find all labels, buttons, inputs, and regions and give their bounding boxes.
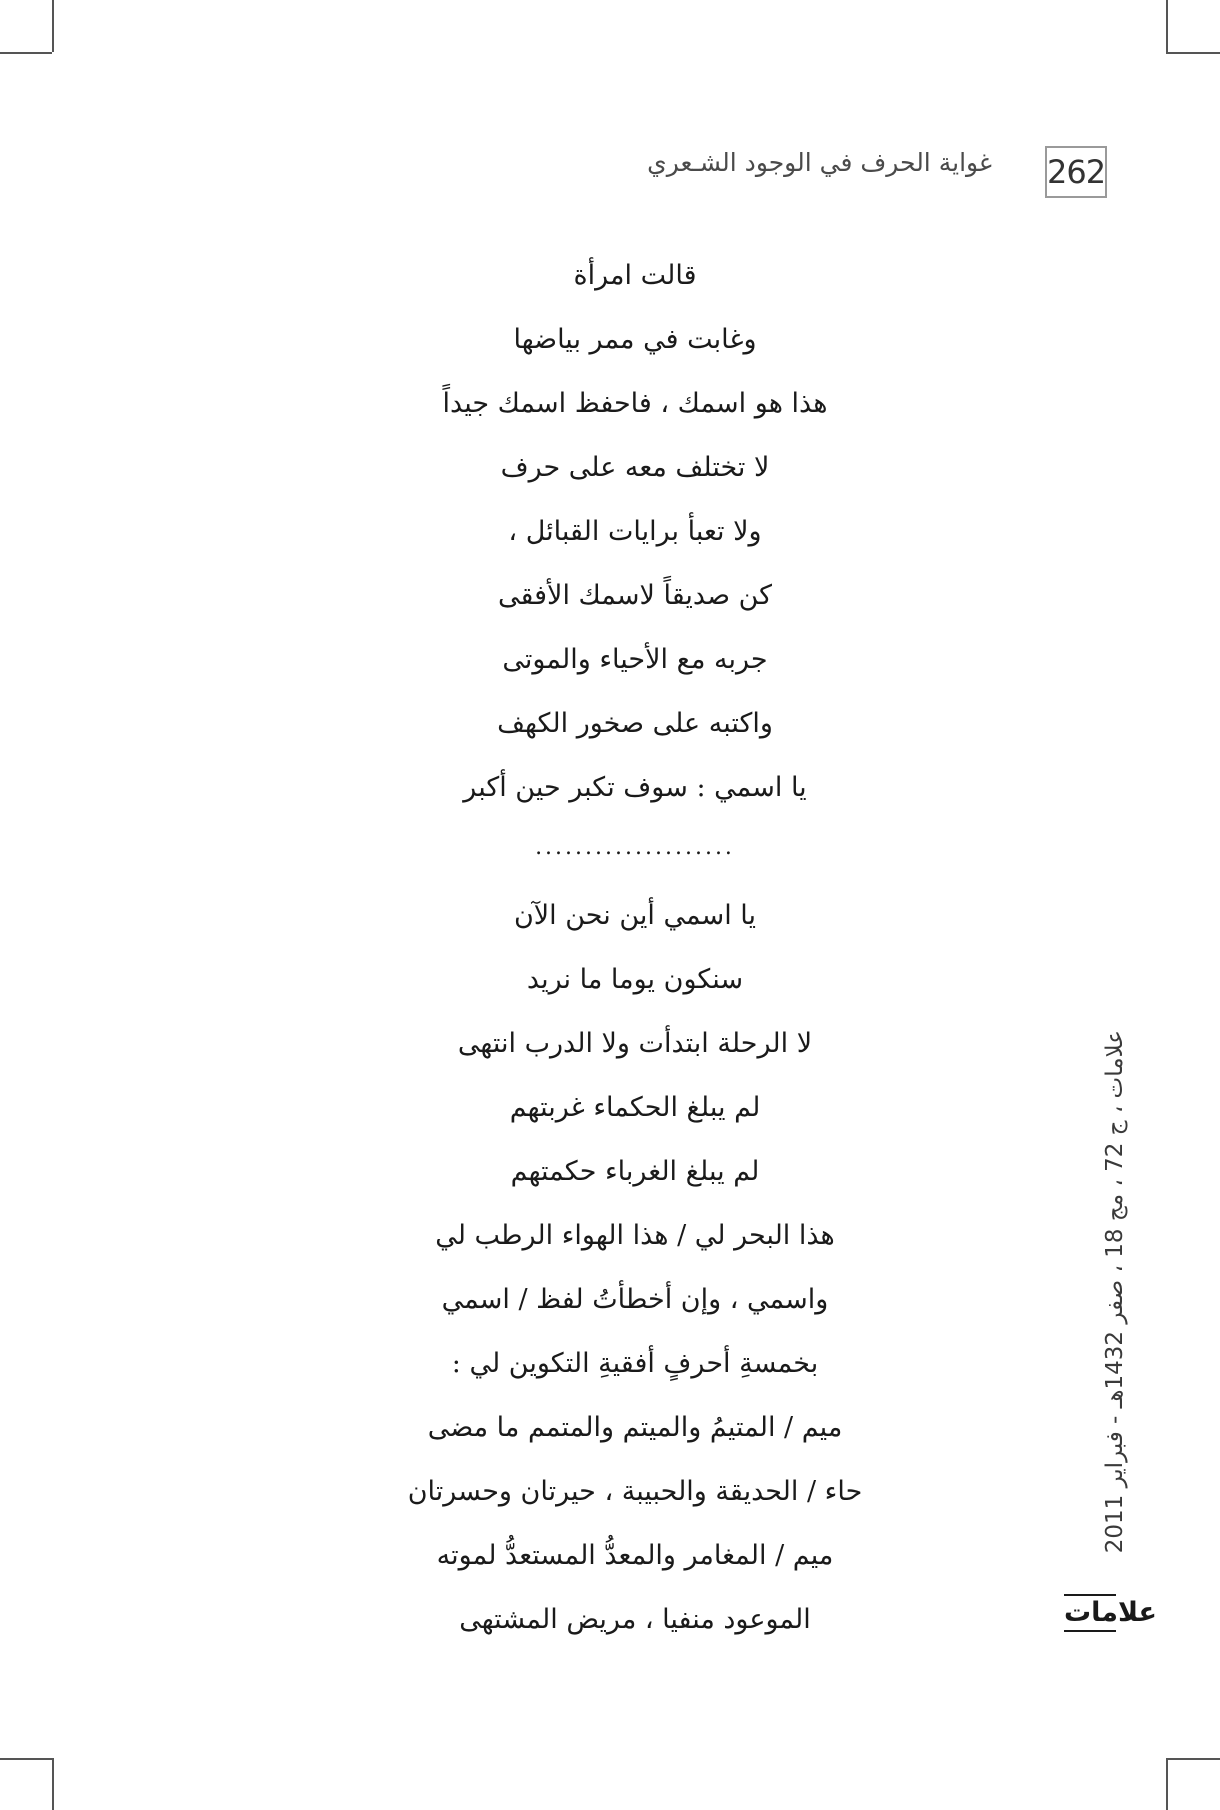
poem-line: ميم / المغامر والمعدُّ المستعدُّ لموته	[436, 1540, 834, 1571]
poem-line: لا تختلف معه على حرف	[500, 452, 770, 483]
crop-mark	[0, 1758, 52, 1760]
logo-rule	[1064, 1594, 1116, 1596]
poem-line: يا اسمي : سوف تكبر حين أكبر	[463, 772, 807, 803]
logo-rule	[1064, 1630, 1116, 1632]
crop-mark	[1166, 0, 1168, 52]
crop-mark	[1166, 1758, 1168, 1810]
journal-logo: علامات	[1064, 1597, 1157, 1628]
poem-line: واسمي ، وإن أخطأتُ لفظ / اسمي	[441, 1284, 829, 1315]
poem-line: هذا هو اسمك ، فاحفظ اسمك جيداً	[442, 388, 828, 419]
crop-mark	[0, 52, 52, 54]
crop-mark	[52, 1758, 54, 1810]
poem-line: جربه مع الأحياء والموتى	[502, 644, 768, 675]
poem-line: سنكون يوما ما نريد	[526, 964, 744, 995]
poem-line: حاء / الحديقة والحبيبة ، حيرتان وحسرتان	[407, 1476, 863, 1507]
poem-line: ولا تعبأ برايات القبائل ،	[508, 516, 762, 547]
poem-line: يا اسمي أين نحن الآن	[513, 900, 757, 931]
section-separator: ....................	[535, 835, 735, 860]
poem-line: وغابت في ممر بياضها	[513, 324, 757, 355]
crop-mark	[1166, 1758, 1220, 1760]
poem-line: قالت امرأة	[573, 260, 697, 291]
page-header	[0, 142, 1220, 202]
poem-line: واكتبه على صخور الكهف	[497, 708, 773, 739]
crop-mark	[52, 0, 54, 52]
poem-line: لم يبلغ الغرباء حكمتهم	[510, 1156, 760, 1187]
poem-line: كن صديقاً لاسمك الأفقى	[497, 580, 772, 611]
poem-line: لم يبلغ الحكماء غربتهم	[509, 1092, 761, 1123]
poem-line: بخمسةِ أحرفٍ أفقيةِ التكوين لي :	[451, 1348, 819, 1379]
crop-mark	[1166, 52, 1220, 54]
journal-issue-info: علامات ، ج 72 ، مج 18 ، صفر 1432هـ - فبراير 2011	[1102, 1030, 1128, 1554]
poem-line: هذا البحر لي / هذا الهواء الرطب لي	[435, 1220, 835, 1251]
poem-line: لا الرحلة ابتدأت ولا الدرب انتهى	[457, 1028, 813, 1059]
poem-line: ميم / المتيمُ والميتم والمتمم ما مضى	[427, 1412, 843, 1443]
poem-line: الموعود منفيا ، مريض المشتهى	[459, 1604, 811, 1635]
page-number: 262	[1045, 146, 1107, 198]
running-title: غواية الحرف في الوجود الشـعري	[647, 148, 992, 177]
